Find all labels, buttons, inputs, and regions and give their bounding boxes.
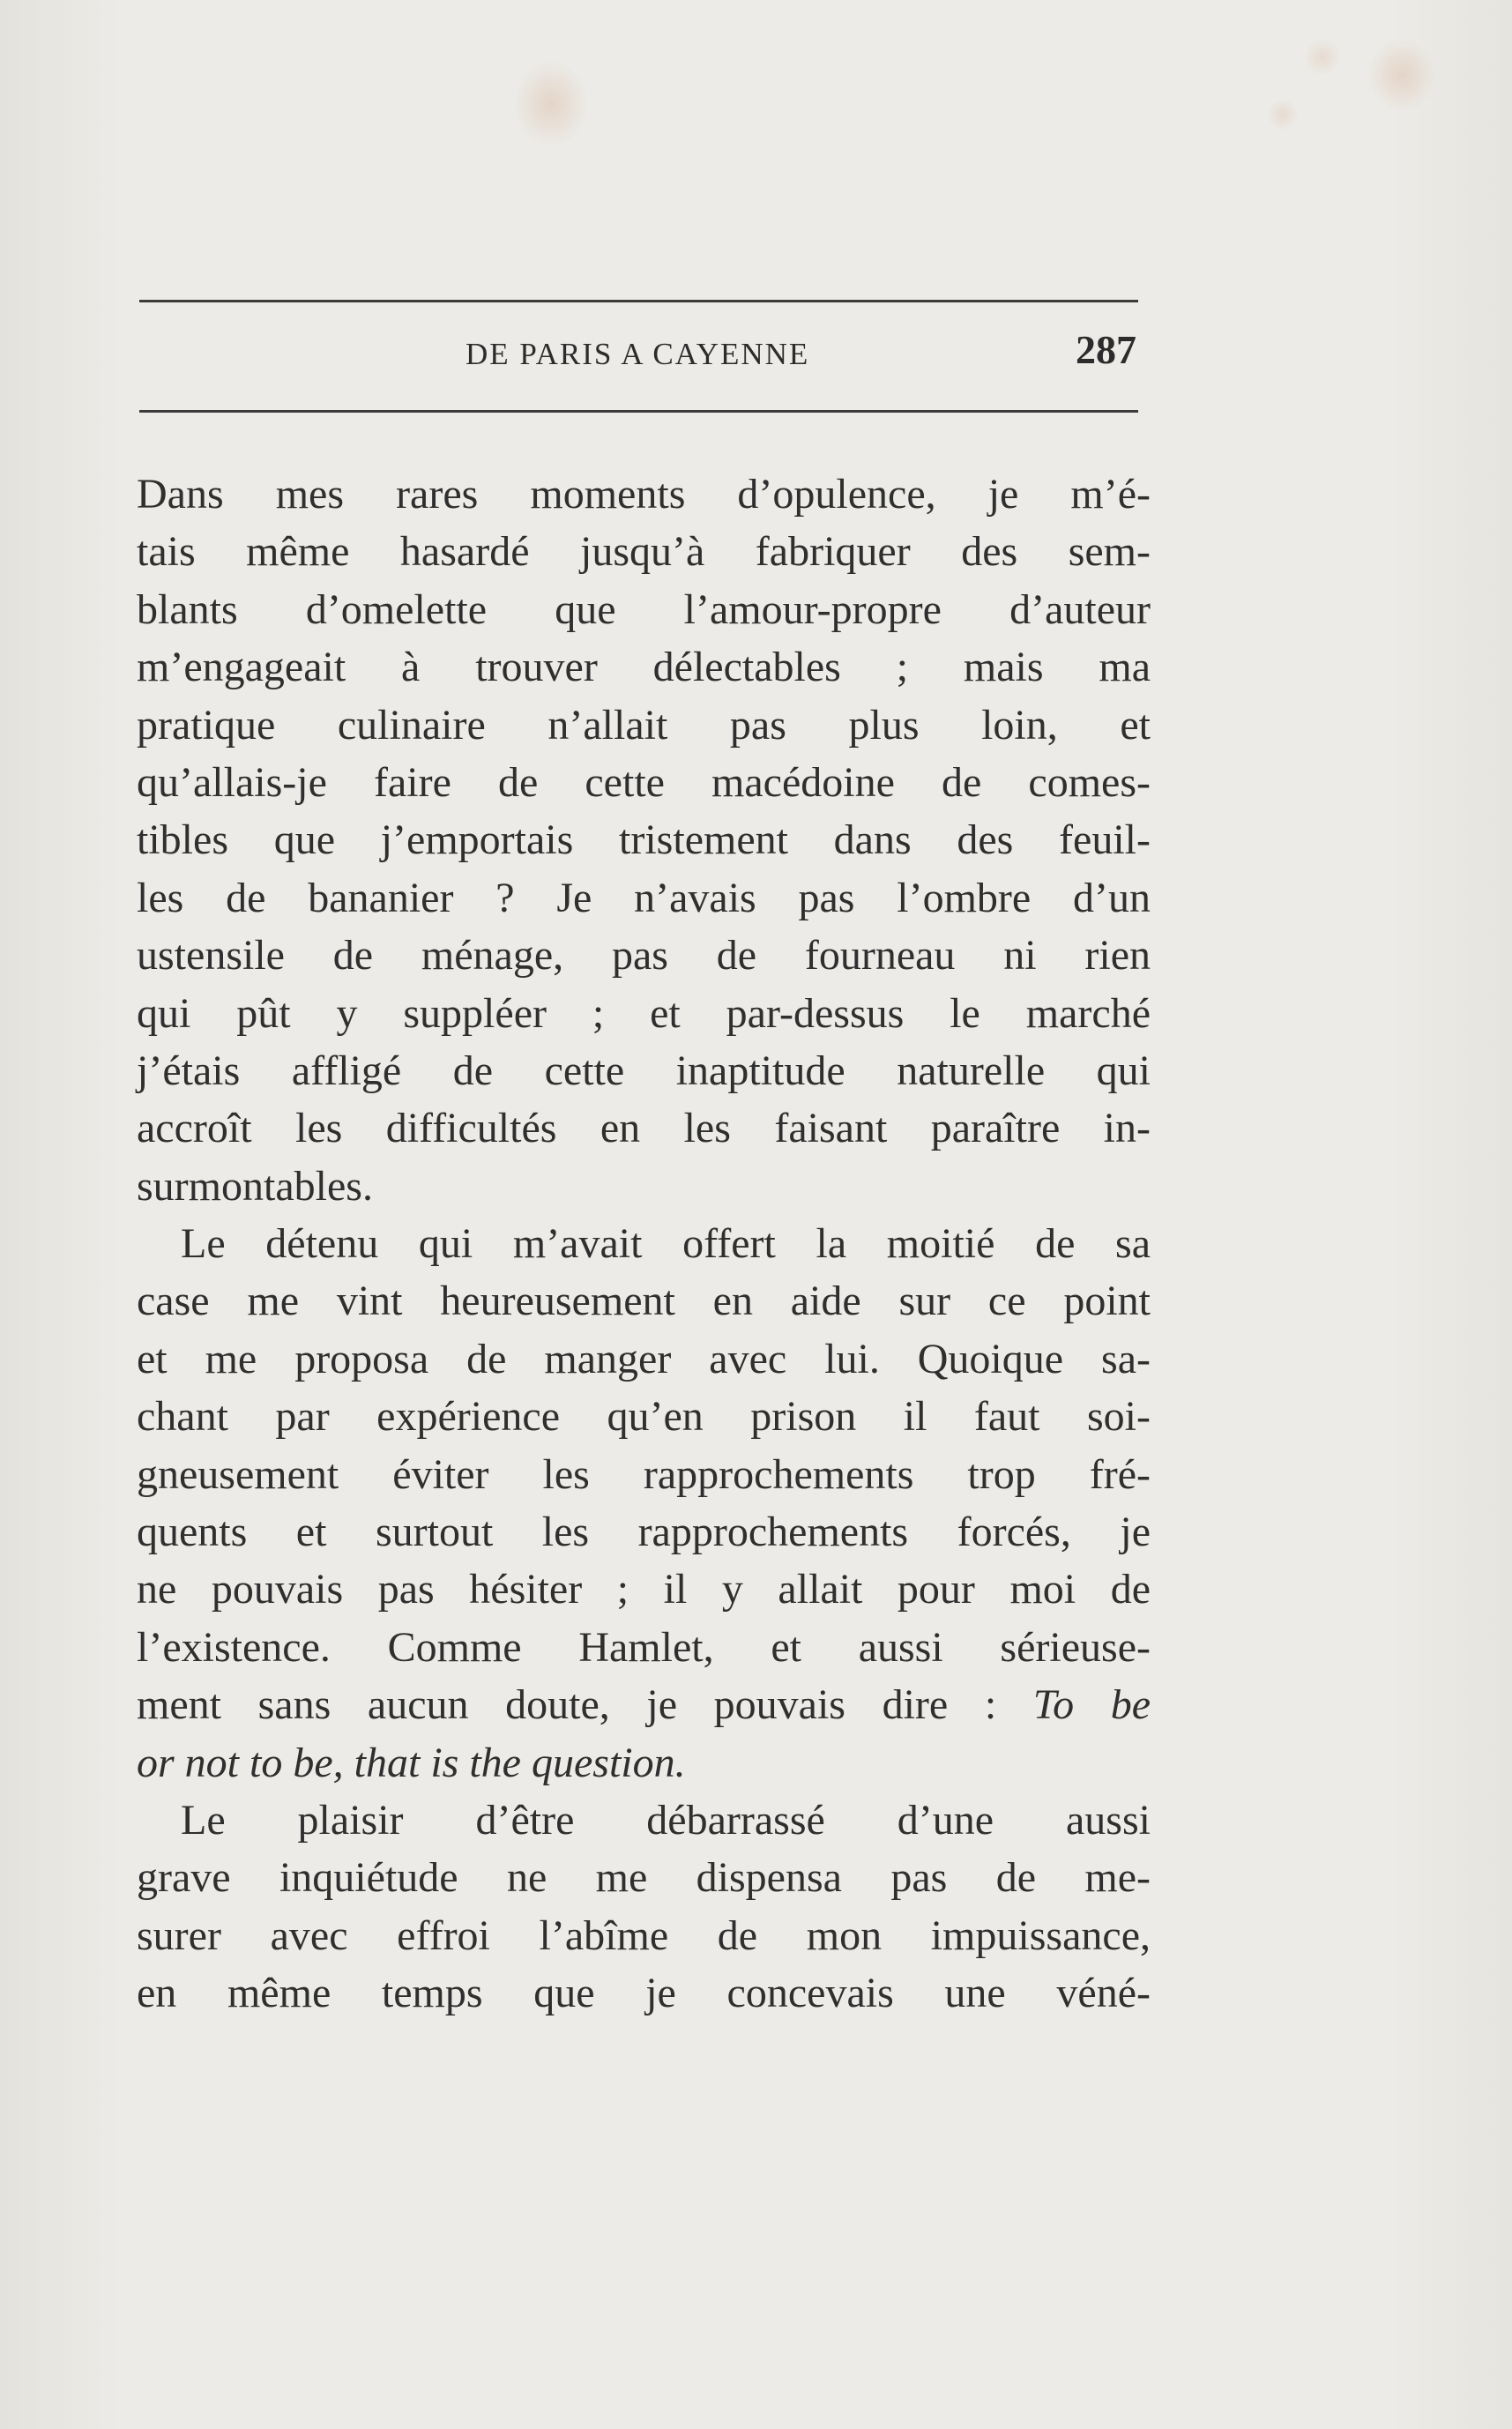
text-line: en même temps que je concevais une véné- [137,1970,1151,2017]
text-line: qu’allais-je faire de cette macédoine de comes- [137,758,1151,806]
text-line: m’engageait à trouver délectables ; mais ma [137,644,1151,691]
body-text [137,466,1151,2023]
text-line: grave inquiétude ne me dispensa pas de me- [137,1854,1151,1902]
text-line: qui pût y suppléer ; et par-dessus le marché [137,989,1151,1037]
running-title: DE PARIS A CAYENNE [466,337,810,371]
italic-quote-line [137,1734,1151,1792]
page-header [139,324,1138,386]
text-line: et me proposa de manger avec lui. Quoique sa- [137,1335,1151,1382]
text-line: Le détenu qui m’avait offert la moitié de sa [181,1220,1151,1268]
text-line: ustensile de ménage, pas de fourneau ni rien [137,932,1151,980]
text-line: tais même hasardé jusqu’à fabriquer des sem- [137,528,1151,576]
header-rule-bottom [139,410,1138,413]
text-line: surmontables. [137,1162,373,1210]
text-line: Dans mes rares moments d’opulence, je m’é- [137,471,1151,518]
text-line-with-quote [137,1676,1151,1733]
text-line: les de bananier ? Je n’avais pas l’ombre d’un [137,874,1151,921]
text-line: case me vint heureusement en aide sur ce point [137,1278,1151,1325]
italic-quote: or not to be, that is the question. [137,1739,686,1786]
text-line: gneusement éviter les rapprochements trop fré- [137,1450,1151,1498]
page-number: 287 [1076,327,1136,372]
text-line: surer avec effroi l’abîme de mon impuissance, [137,1911,1151,1959]
text-line: j’étais affligé de cette inaptitude naturelle qui [137,1047,1151,1094]
text-line: pratique culinaire n’allait pas plus loin, et [137,701,1151,749]
text-line: blants d’omelette que l’amour-propre d’auteur [137,585,1151,633]
text-line: accroît les difficultés en les faisant paraître in- [137,1105,1151,1152]
text-line: tibles que j’emportais tristement dans des feuil- [137,816,1151,864]
text-line: l’existence. Comme Hamlet, et aussi sérieuse- [137,1623,1151,1671]
text-line: quents et surtout les rapprochements forcés, je [137,1509,1151,1556]
text-line: chant par expérience qu’en prison il faut soi- [137,1393,1151,1441]
text-line: Le plaisir d’être débarrassé d’une aussi [181,1796,1151,1844]
italic-quote: To be [1032,1681,1151,1729]
text-line: ne pouvais pas hésiter ; il y allait pour moi de [137,1566,1151,1613]
text-line-segment: ment sans aucun doute, je pouvais dire : [137,1681,997,1729]
header-rule-top [139,300,1138,302]
